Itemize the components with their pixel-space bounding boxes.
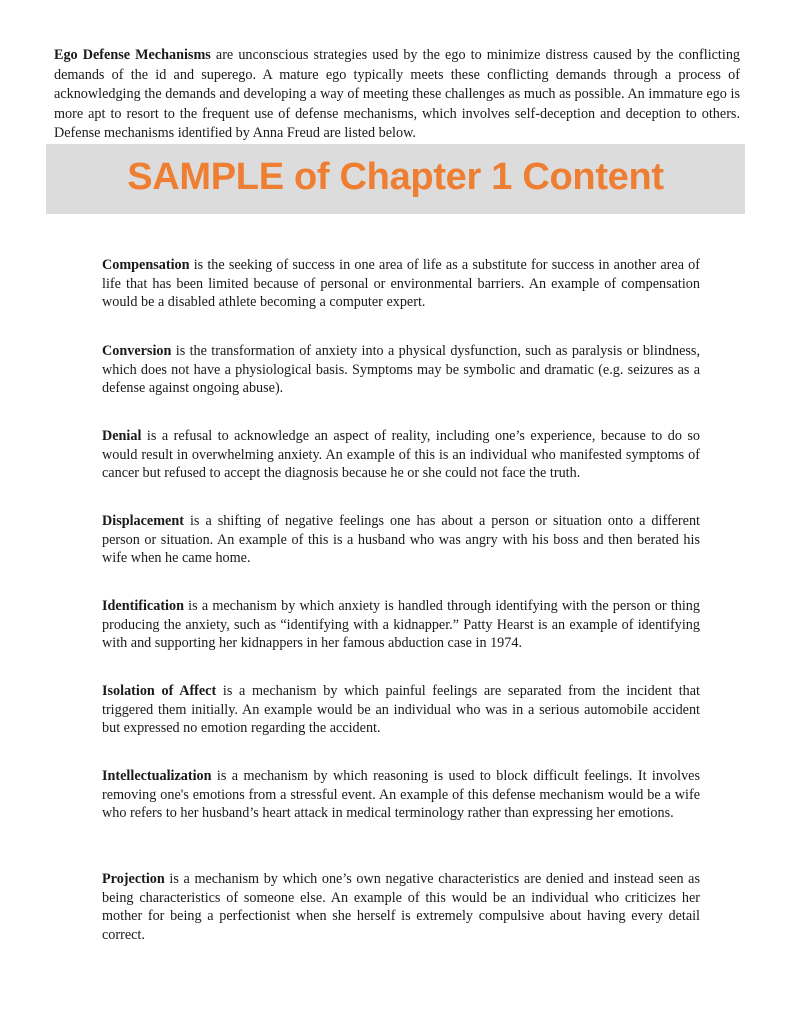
entry-projection <box>102 870 700 944</box>
entry-conversion <box>102 342 700 398</box>
entry-term: Projection <box>102 871 165 887</box>
entry-compensation <box>102 256 700 312</box>
entry-text: is the seeking of success in one area of life as a substitute for success in another area of life that has been limited because of personal or environmental barriers. An example of compensation would be a disabled athlete becoming a computer expert. <box>102 257 700 311</box>
entry-denial <box>102 427 700 483</box>
entry-text: is a mechanism by which one’s own negative characteristics are denied and instead seen as being characteristics of someone else. An example of this would be an individual who criticizes her mother for being a perfectionist when she herself is extremely compulsive about having every detail correct. <box>102 871 700 943</box>
entry-text: is a mechanism by which reasoning is used to block difficult feelings. It involves removing one's emotions from a stressful event. An example of this defense mechanism would be a wife who refers to her husband’s heart attack in medical terminology rather than expressing her emotions. <box>102 768 700 822</box>
entry-term: Compensation <box>102 257 190 273</box>
entry-text: is a refusal to acknowledge an aspect of reality, including one’s experience, because to do so would result in overwhelming anxiety. An example of this is an individual who manifested symptoms of cancer but refused to accept the diagnosis because he or she could not face the truth. <box>102 428 700 482</box>
entry-term: Identification <box>102 598 184 614</box>
entry-intellectualization <box>102 767 700 823</box>
entry-term: Displacement <box>102 513 184 529</box>
entry-term: Isolation of Affect <box>102 683 217 699</box>
sample-banner <box>46 144 745 214</box>
entry-term: Conversion <box>102 343 172 359</box>
entry-displacement <box>102 512 700 568</box>
entry-isolation-of-affect <box>102 682 700 738</box>
banner-title: SAMPLE of Chapter 1 Content <box>127 155 664 198</box>
entry-term: Intellectualization <box>102 768 212 784</box>
entry-identification <box>102 597 700 653</box>
intro-term: Ego Defense Mechanisms <box>54 47 211 63</box>
entry-term: Denial <box>102 428 142 444</box>
intro-text: are unconscious strategies used by the ego to minimize distress caused by the conflicting demands of the id and superego. A mature ego typically meets these conflicting demands through a process of acknowledging the demands and developing a way of meeting these challenges as much as possible. An immature ego is more apt to resort to the frequent use of defense mechanisms, which involves self-deception and deception to others. Defense mechanisms identified by Anna Freud are listed below. <box>54 47 741 142</box>
entry-text: is the transformation of anxiety into a physical dysfunction, such as paralysis or blindness, which does not have a physiological basis. Symptoms may be symbolic and dramatic (e.g. seizures as a defense against ongoing abuse). <box>102 343 700 397</box>
intro-paragraph <box>54 46 740 144</box>
entry-text: is a mechanism by which painful feelings are separated from the incident that triggered them initially. An example would be an individual who was in a serious automobile accident but expressed no emotion regarding the accident. <box>102 683 700 737</box>
entry-text: is a shifting of negative feelings one has about a person or situation onto a different person or situation. An example of this is a husband who was angry with his boss and then berated his wife when he came home. <box>102 513 700 567</box>
entry-text: is a mechanism by which anxiety is handled through identifying with the person or thing producing the anxiety, such as “identifying with a kidnapper.” Patty Hearst is an example of identifying with and supporting her kidnappers in her famous abduction case in 1974. <box>102 598 700 652</box>
